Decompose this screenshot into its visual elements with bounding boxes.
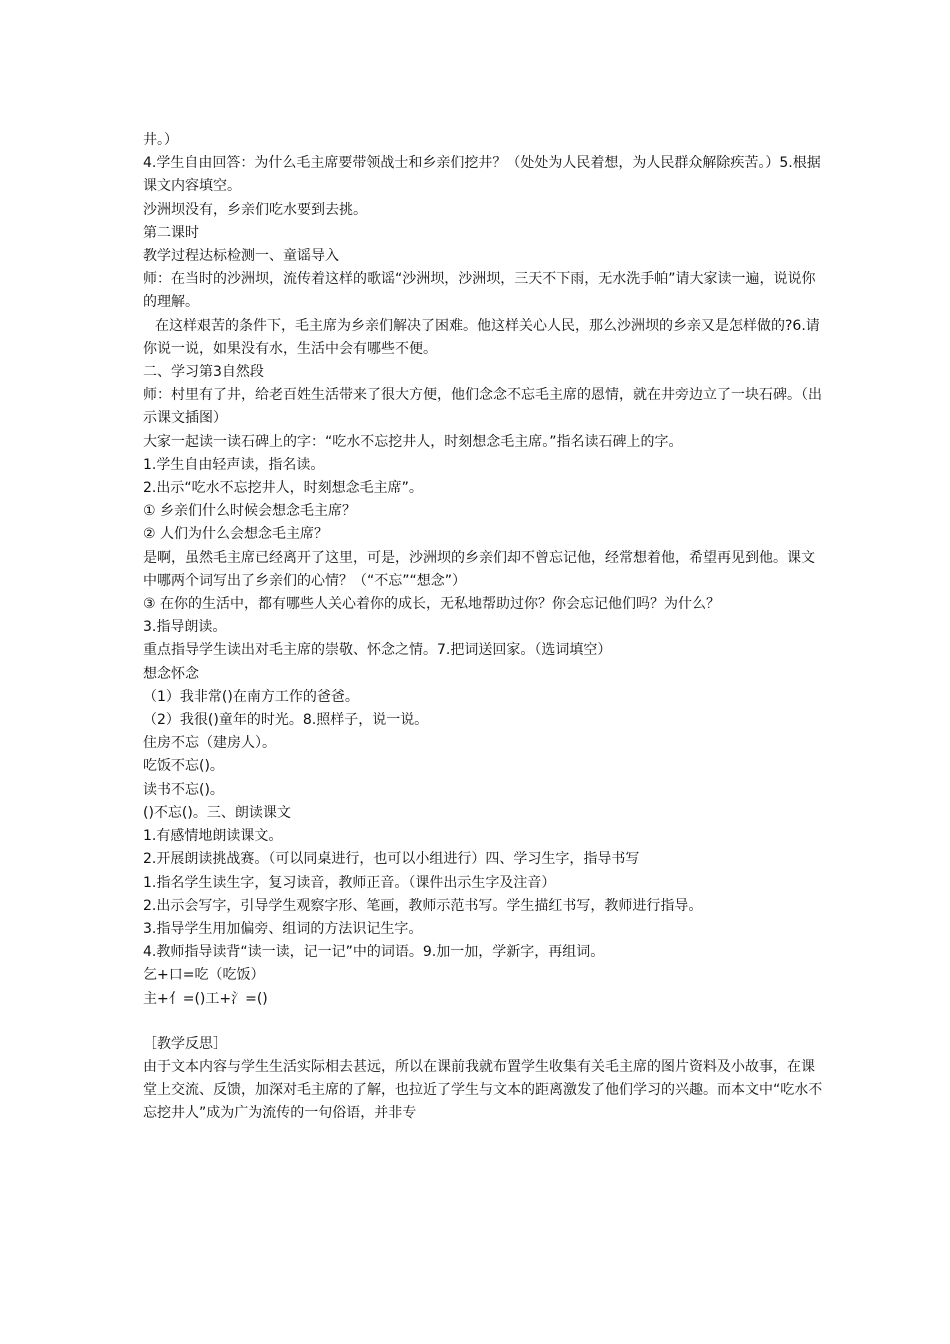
text-line: 2.出示会写字，引导学生观察字形、笔画，教师示范书写。学生描红书写，教师进行指导。 <box>143 897 703 914</box>
body-text <box>143 129 823 1126</box>
text-line: 1.学生自由轻声读，指名读。 <box>143 456 325 473</box>
text-line: 4.学生自由回答：为什么毛主席要带领战士和乡亲们挖井？（处处为人民着想，为人民群众解除疾苦。）5.根据课文内容填空。 <box>143 155 821 195</box>
text-line: 主+亻=()工+氵=() <box>143 990 268 1007</box>
text-line: 2.开展朗读挑战赛。（可以同桌进行，也可以小组进行）四、学习生字，指导书写 <box>143 851 640 868</box>
text-line: 乞+口=吃（吃饭） <box>143 967 265 984</box>
text-line: 1.指名学生读生字，复习读音，教师正音。（课件出示生字及注音） <box>143 874 556 891</box>
text-line: 住房不忘（建房人）。 <box>143 735 276 752</box>
text-line: 大家一起读一读石碑上的字：“吃水不忘挖井人，时刻想念毛主席。”指名读石碑上的字。 <box>143 433 683 450</box>
text-line: 在这样艰苦的条件下，毛主席为乡亲们解决了困难。他这样关心人民，那么沙洲坝的乡亲又是怎样做的?6.请你说一说，如果没有水，生活中会有哪些不便。 <box>143 317 820 357</box>
text-line: （1）我非常()在南方工作的爸爸。 <box>143 688 359 705</box>
text-line: 吃饭不忘()。 <box>143 758 224 775</box>
text-line: 二、学习第3自然段 <box>143 364 264 381</box>
text-line: 师：在当时的沙洲坝，流传着这样的歌谣“沙洲坝，沙洲坝，三天不下雨，无水洗手帕”请大家读一遍，说说你的理解。 <box>143 271 816 311</box>
section-heading: 第二课时 <box>143 224 199 241</box>
text-line: ()不忘()。三、朗读课文 <box>143 804 291 821</box>
text-line: 沙洲坝没有，乡亲们吃水要到去挑。 <box>143 201 367 218</box>
text-line: 3.指导学生用加偏旁、组词的方法识记生字。 <box>143 920 423 937</box>
text-line: ② 人们为什么会想念毛主席？ <box>143 526 329 543</box>
text-line: 读书不忘()。 <box>143 781 224 798</box>
text-line: 由于文本内容与学生生活实际相去甚远，所以在课前我就布置学生收集有关毛主席的图片资料及小故事，在课堂上交流、反馈，加深对毛主席的了解，也拉近了学生与文本的距离激发了他们学习的兴趣。而本文中“吃水不忘挖井人”成为广为流传的一句俗语，并非专 <box>143 1058 823 1122</box>
text-line: ① 乡亲们什么时候会想念毛主席？ <box>143 503 357 520</box>
text-line: 师：村里有了井，给老百姓生活带来了很大方便，他们念念不忘毛主席的恩情，就在井旁边立了一块石碑。（出示课文插图） <box>143 387 822 427</box>
text-line: 1.有感情地朗读课文。 <box>143 828 283 845</box>
text-line: 3.指导朗读。 <box>143 619 227 636</box>
text-line: （2）我很()童年的时光。8.照样子，说一说。 <box>143 712 429 729</box>
text-line: 4.教师指导读背“读一读，记一记”中的词语。9.加一加，学新字，再组词。 <box>143 944 605 961</box>
text-line: 想念怀念 <box>143 665 199 682</box>
text-line: 是啊，虽然毛主席已经离开了这里，可是，沙洲坝的乡亲们却不曾忘记他，经常想着他，希望再见到他。课文中哪两个词写出了乡亲们的心情？（“不忘”“想念”） <box>143 549 815 589</box>
text-line: 教学过程达标检测一、童谣导入 <box>143 248 339 265</box>
section-heading: ［教学反思］ <box>143 1035 227 1052</box>
text-line: 2.出示“吃水不忘挖井人，时刻想念毛主席”。 <box>143 480 423 497</box>
text-line: 井。） <box>143 132 178 148</box>
text-line: 重点指导学生读出对毛主席的崇敬、怀念之情。7.把词送回家。（选词填空） <box>143 642 612 659</box>
text-line: ③ 在你的生活中，都有哪些人关心着你的成长，无私地帮助过你？你会忘记他们吗？为什么？ <box>143 596 720 613</box>
